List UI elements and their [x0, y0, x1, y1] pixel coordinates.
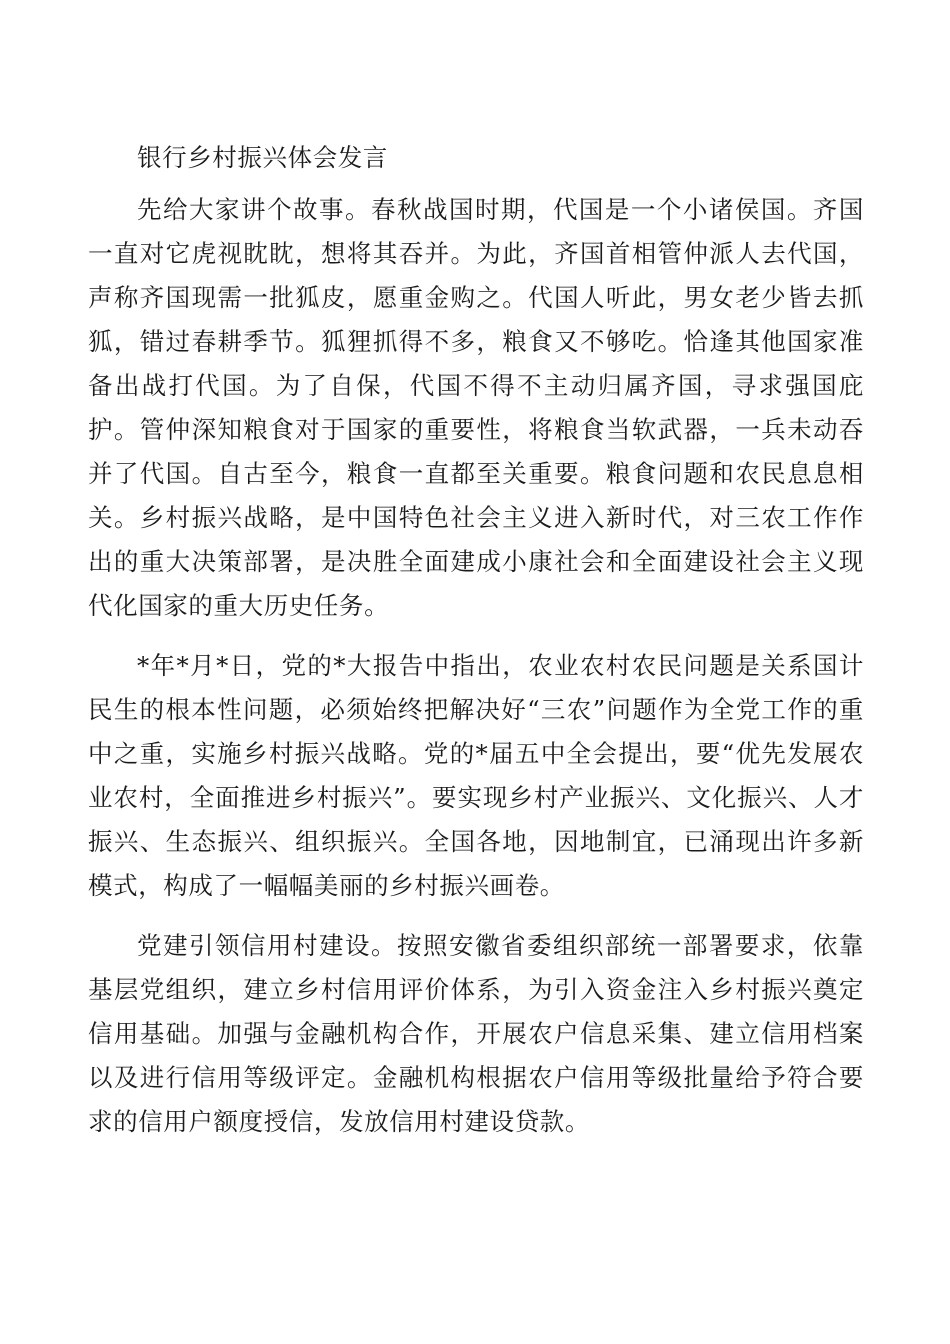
paragraph-story: 先给大家讲个故事。春秋战国时期，代国是一个小诸侯国。齐国一直对它虎视眈眈，想将其吞并。为此，齐国首相管仲派人去代国，声称齐国现需一批狐皮，愿重金购之。代国人听此，男女老少皆去抓狐，错过春耕季节。狐狸抓得不多，粮食又不够吃。恰逢其他国家准备出战打代国。为了自保，代国不得不主动归属齐国，寻求强国庇护。管仲深知粮食对于国家的重要性，将粮食当软武器，一兵未动吞并了代国。自古至今，粮食一直都至关重要。粮食问题和农民息息相关。乡村振兴战略，是中国特色社会主义进入新时代，对三农工作作出的重大决策部署，是决胜全面建成小康社会和全面建设社会主义现代化国家的重大历史任务。 — [88, 195, 864, 620]
paragraph-policy: *年*月*日，党的*大报告中指出，农业农村农民问题是关系国计民生的根本性问题，必须始终把解决好“三农”问题作为全党工作的重中之重，实施乡村振兴战略。党的*届五中全会提出，要“优先发展农业农村，全面推进乡村振兴”。要实现乡村产业振兴、文化振兴、人才振兴、生态振兴、组织振兴。全国各地，因地制宜，已涌现出许多新模式，构成了一幅幅美丽的乡村振兴画卷。 — [88, 651, 864, 900]
paragraph-credit-village: 党建引领信用村建设。按照安徽省委组织部统一部署要求，依靠基层党组织，建立乡村信用评价体系，为引入资金注入乡村振兴奠定信用基础。加强与金融机构合作，开展农户信息采集、建立信用档案以及进行信用等级评定。金融机构根据农户信用等级批量给予符合要求的信用户额度授信，发放信用村建设贷款。 — [88, 931, 864, 1136]
document-title: 银行乡村振兴体会发言 — [137, 143, 388, 172]
document-page — [88, 136, 864, 1160]
